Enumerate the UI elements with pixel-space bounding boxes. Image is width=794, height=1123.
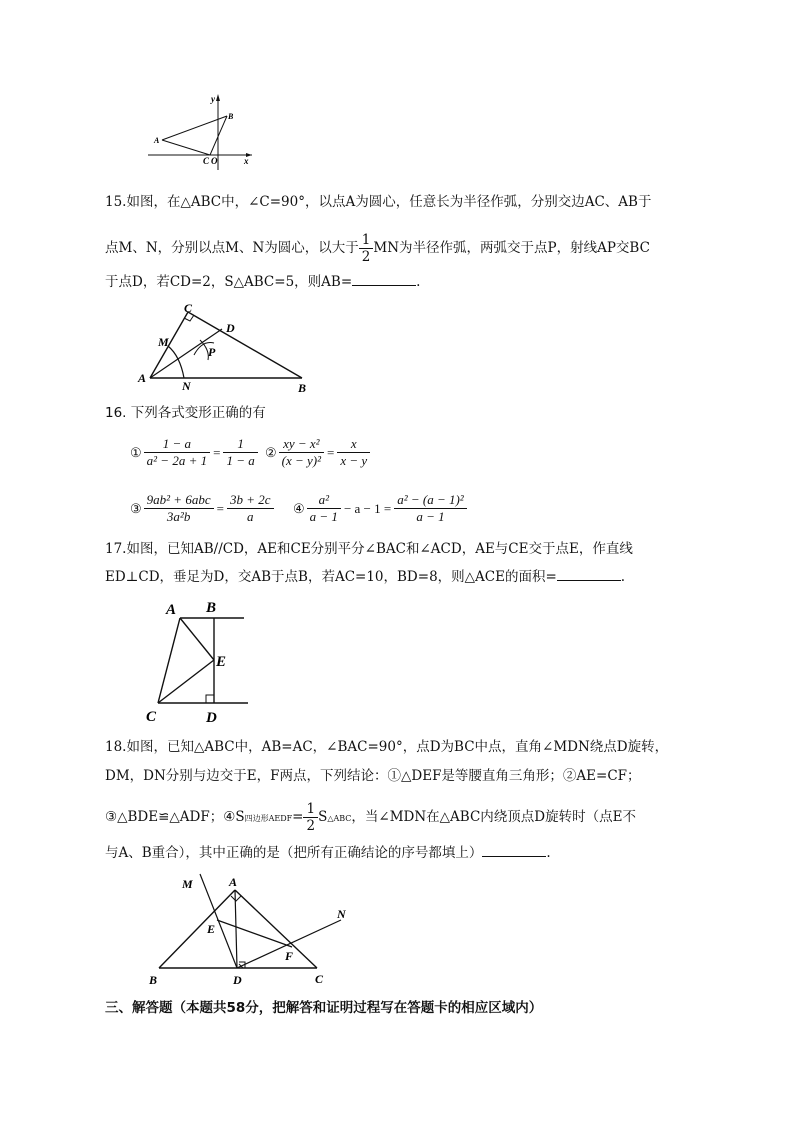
q17-label-d: D (206, 710, 217, 726)
q17-answer-blank[interactable] (557, 566, 621, 581)
q18-line4-text: 与A、B重合），其中正确的是（把所有正确结论的序号都填上） (105, 845, 483, 861)
q15-line1: 15.如图，在△ABC中，∠C=90°，以点A为圆心，任意长为半径作弧，分别交边AC、AB于 (105, 194, 652, 210)
q14-label-y: y (211, 94, 215, 104)
q17-parallel-figure (140, 596, 255, 726)
q14-label-x: x (244, 156, 249, 166)
q18-label-m: M (182, 877, 193, 891)
q16-option-3: ③ $\frac{\text{9ab² + 6abc}}{\text{3a²b}}$ = $\frac{3b + 2c}{a}$ (130, 492, 274, 525)
q15-label-a: A (138, 371, 147, 385)
q16-option-4: ④ $\frac{\text{a²}}{a - 1}$ − a − 1 = $\frac{\text{a² − (a − 1)²}}{a - 1}$ (293, 492, 467, 525)
q18-half-fraction: $\frac{1}{2}$ (303, 801, 318, 834)
q17-label-a: A (166, 602, 177, 618)
q14-label-o: O (211, 156, 218, 166)
q15-line3: 于点D，若CD=2，S△ABC=5，则AB= . (105, 271, 420, 292)
q15-line2 (105, 232, 650, 265)
q18-rotation-figure (145, 870, 360, 990)
q17-label-b: B (206, 600, 217, 616)
q17-line2-text: ED⊥CD，垂足为D，交AB于点B，若AC=10，BD=8，则△ACE的面积= (105, 569, 557, 585)
q15-answer-blank[interactable] (352, 271, 416, 286)
q16-option-1: ① $\frac{1 - a}{\text{a² − 2a + 1}}$ = $\frac{1}{1 - a}$ (130, 436, 258, 469)
q17-line1: 17.如图，已知AB//CD，AE和CE分别平分∠BAC和∠ACD，AE与CE交于点E，作直线 (105, 541, 633, 557)
q15-label-n: N (182, 379, 191, 393)
q18-label-d: D (233, 973, 242, 987)
q14-label-b: B (228, 112, 234, 121)
q15-triangle-figure (132, 300, 322, 396)
q15-line2-post: MN为半径作弧，两弧交于点P，射线AP交BC (373, 240, 650, 256)
q15-label-d: D (226, 321, 235, 335)
q16-title: 16. 下列各式变形正确的有 (105, 405, 266, 421)
q14-coordinate-figure (140, 92, 260, 172)
q18-label-a: A (229, 875, 238, 889)
q14-label-c: C (203, 156, 210, 166)
section3-heading: 三、解答题（本题共58分，把解答和证明过程写在答题卡的相应区域内） (105, 1000, 543, 1016)
q15-label-m: M (158, 335, 169, 349)
q15-half-fraction: $\frac{1}{2}$ (359, 232, 374, 265)
q18-label-n: N (337, 907, 346, 921)
q15-line2-pre: 点M、N，分别以点M、N为圆心，以大于 (105, 240, 359, 256)
q18-line2: DM，DN分别与边交于E，F两点，下列结论：①△DEF是等腰直角三角形；②AE=CF； (105, 768, 641, 784)
q18-label-f: F (285, 949, 294, 963)
q18-line1: 18.如图，已知△ABC中，AB=AC，∠BAC=90°，点D为BC中点，直角∠MDN绕点D旋转， (105, 739, 669, 755)
q15-label-b: B (298, 381, 307, 395)
q18-label-e: E (207, 922, 216, 936)
q16-option-2: ② $\frac{\text{xy − x²}}{\text{(x − y)²}}$ = $\frac{x}{x - y}$ (265, 436, 370, 469)
q17-label-c: C (146, 709, 157, 725)
q18-line3: ③△BDE≌△ADF；④S四边形AEDF= $\frac{1}{2}$ S△ABC，当∠MDN在△ABC内绕顶点D旋转时（点E不 (105, 801, 636, 834)
q17-label-e: E (216, 654, 227, 670)
q15-label-c: C (184, 301, 193, 315)
q18-line4: 与A、B重合），其中正确的是（把所有正确结论的序号都填上） . (105, 842, 551, 863)
q17-line2: ED⊥CD，垂足为D，交AB于点B，若AC=10，BD=8，则△ACE的面积= . (105, 566, 625, 587)
q18-answer-blank[interactable] (482, 842, 546, 857)
q18-label-c: C (315, 972, 324, 986)
q15-line3-text: 于点D，若CD=2，S△ABC=5，则AB= (105, 274, 353, 290)
q14-label-a: A (154, 136, 160, 145)
q18-label-b: B (149, 973, 158, 987)
q15-label-p: P (208, 345, 216, 359)
